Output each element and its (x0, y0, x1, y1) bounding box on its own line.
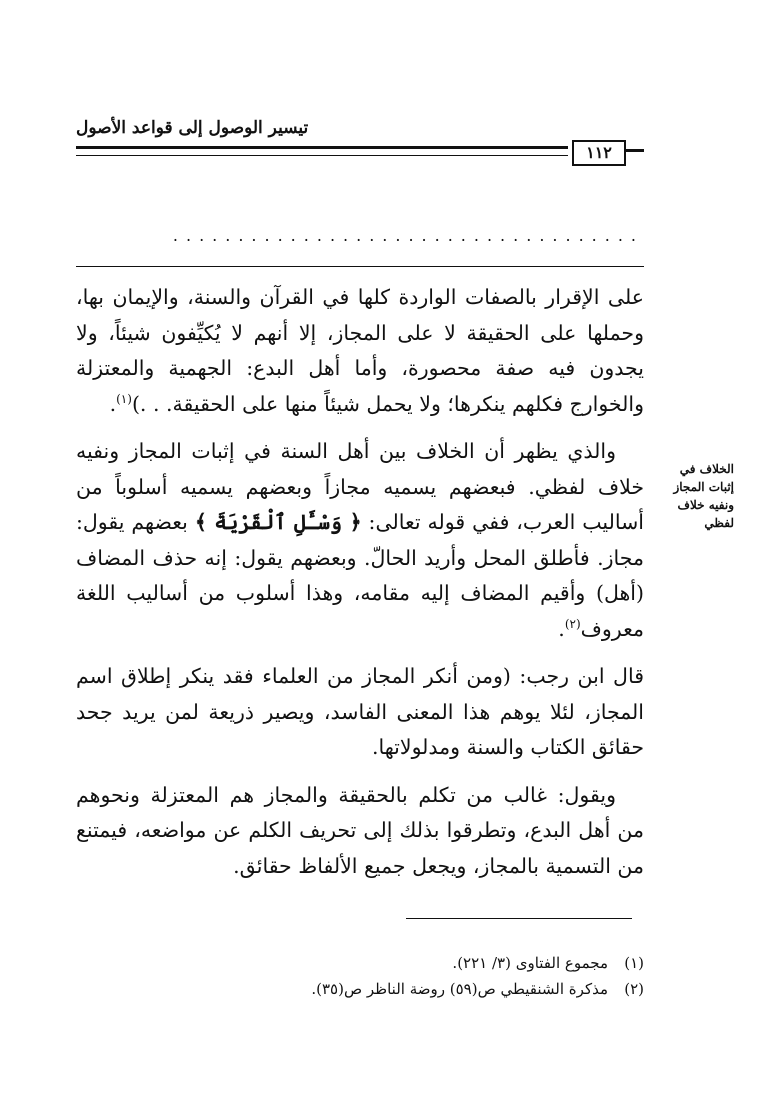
footnote-text: مذكرة الشنقيطي ص(٥٩) روضة الناظر ص(٣٥). (311, 980, 608, 998)
margin-note (656, 460, 734, 532)
paragraph-3: قال ابن رجب: (ومن أنكر المجاز من العلماء فقد ينكر إطلاق اسم المجاز، لئلا يوهم هذا المعنى الفاسد، ويصير ذريعة لمن يريد جحد حقائق الكتاب والسنة ومدلولاتها. (76, 664, 644, 759)
paragraph-4: ويقول: غالب من تكلم بالحقيقة والمجاز هم المعتزلة ونحوهم من أهل البدع، وتطرقوا بذلك إلى تحريف الكلم عن مواضعه، فيمتنع من التسمية بالمجاز، ويجعل جميع الألفاظ حقائق. (76, 782, 644, 878)
margin-note-line: ونفيه خلاف (677, 498, 734, 512)
footnote-separator (406, 918, 632, 919)
quran-verse: ﴿ وَسْـَٔلِ ٱلْقَرْيَةَ ﴾ (194, 510, 362, 534)
footnote-item (200, 950, 644, 976)
margin-note-line: الخلاف في (679, 462, 734, 476)
footnote-ref-2[interactable]: (٢) (564, 616, 581, 631)
footnote-number: (٢) (624, 980, 644, 998)
header-rule-tail (624, 149, 644, 152)
footnotes (200, 950, 644, 1002)
continuation-ellipsis: .................................... (172, 226, 644, 245)
paragraph-2-text-b: بعضهم يقول: مجاز. فأطلق المحل وأريد الحالّ. وبعضهم يقول: إنه حذف المضاف (أهل) وأقيم المضاف إليه مقامه، وهذا أسلوب من أساليب اللغة معروف (76, 510, 644, 641)
page-number: ١١٢ (572, 140, 626, 166)
footnote-number: (١) (624, 954, 644, 972)
paragraph-2-end: . (558, 616, 565, 641)
paragraph-1 (76, 280, 644, 422)
paragraph-1-text: على الإقرار بالصفات الواردة كلها في القرآن والسنة، والإيمان بها، وحملها على الحقيقة لا على المجاز، إلا أنهم لا يُكيِّفون شيئاً، ولا يجدون فيه صفة محصورة، وأما أهل البدع: الجهمية والمعتزلة والخوارج فكلهم ينكرها؛ ولا يحمل شيئاً منها على الحقيقة. . .) (76, 285, 644, 416)
footnote-ref-1[interactable]: (١) (116, 391, 132, 406)
footnote-text: مجموع الفتاوى (٣/ ٢٢١). (452, 954, 608, 972)
margin-note-line: إثبات المجاز (673, 480, 734, 494)
paragraph-2-text-a: والذي يظهر أن الخلاف بين أهل السنة في إثبات المجاز ونفيه خلاف لفظي. فبعضهم يسميه مجازاً وبعضهم يسميه أسلوباً من أساليب العرب، ففي قوله تعالى: (76, 439, 644, 534)
margin-note-line: لفظي (704, 516, 734, 530)
running-title: تيسير الوصول إلى قواعد الأصول (76, 118, 309, 138)
section-divider (76, 266, 644, 267)
main-text (76, 280, 644, 896)
header-double-rule (76, 146, 568, 156)
paragraph-2 (76, 434, 644, 647)
paragraph-1-end: . (109, 391, 117, 416)
footnote-item (200, 976, 644, 1002)
